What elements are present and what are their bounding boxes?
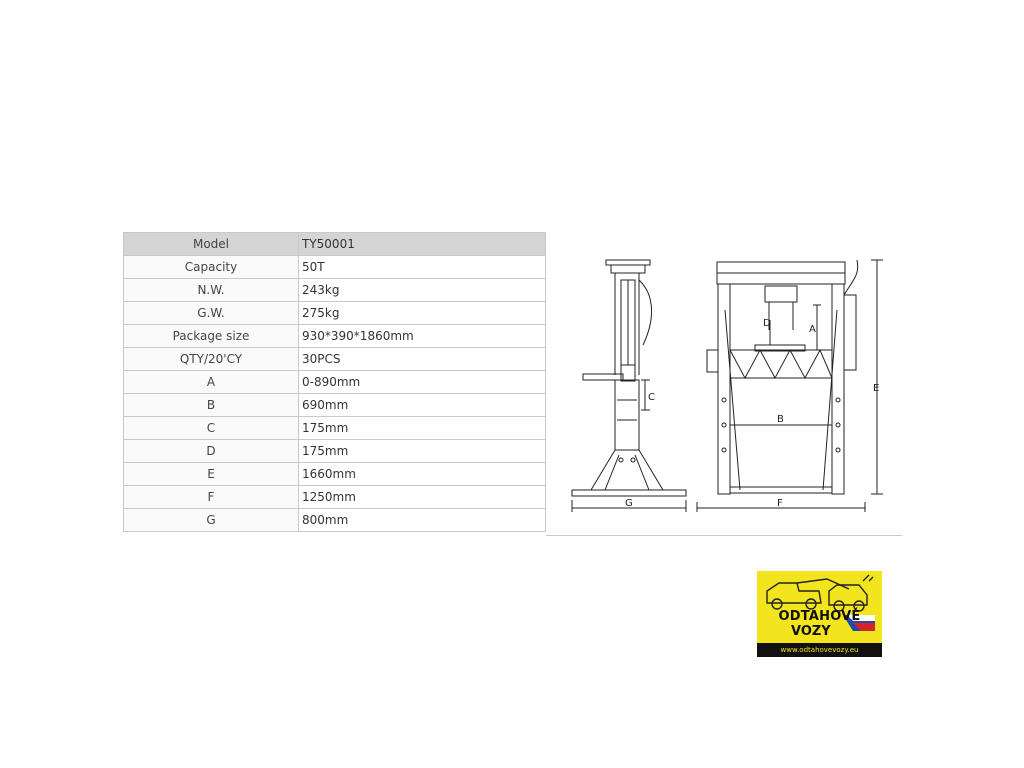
- logo-title-line2: VOZY: [791, 624, 831, 639]
- side-view: [572, 260, 686, 512]
- table-row: [124, 440, 546, 463]
- spec-label: C: [124, 417, 299, 440]
- table-row: [124, 256, 546, 279]
- label-D: D: [763, 318, 771, 329]
- label-B: B: [777, 414, 784, 425]
- table-row: [124, 371, 546, 394]
- table-row: [124, 394, 546, 417]
- spec-value: 50T: [299, 256, 546, 279]
- spec-label: Model: [124, 233, 299, 256]
- table-row: [124, 486, 546, 509]
- spec-value: TY50001: [299, 233, 546, 256]
- spec-value: 175mm: [299, 440, 546, 463]
- spec-label: N.W.: [124, 279, 299, 302]
- spec-value: 30PCS: [299, 348, 546, 371]
- spec-value: 1660mm: [299, 463, 546, 486]
- spec-label: G.W.: [124, 302, 299, 325]
- table-row: [124, 279, 546, 302]
- logo-title-line1: ODTAHOVÉ: [778, 609, 861, 624]
- logo-url: www.odtahovevozy.eu: [757, 643, 882, 657]
- spec-label: Package size: [124, 325, 299, 348]
- spec-value: 800mm: [299, 509, 546, 532]
- label-E: E: [873, 383, 880, 394]
- spec-table: [123, 232, 546, 532]
- front-view: [697, 260, 883, 512]
- spec-value: 0-890mm: [299, 371, 546, 394]
- table-row: [124, 325, 546, 348]
- spec-value: 1250mm: [299, 486, 546, 509]
- table-header-row: [124, 233, 546, 256]
- label-A: A: [809, 324, 816, 335]
- label-F: F: [777, 498, 783, 509]
- table-row: [124, 463, 546, 486]
- spec-value: 275kg: [299, 302, 546, 325]
- spec-label: D: [124, 440, 299, 463]
- spec-label: QTY/20'CY: [124, 348, 299, 371]
- spec-value: 175mm: [299, 417, 546, 440]
- divider-line: [546, 535, 902, 536]
- spec-value: 243kg: [299, 279, 546, 302]
- table-row: [124, 302, 546, 325]
- spec-label: E: [124, 463, 299, 486]
- spec-value: 930*390*1860mm: [299, 325, 546, 348]
- table-row: [124, 509, 546, 532]
- spec-label: B: [124, 394, 299, 417]
- spec-value: 690mm: [299, 394, 546, 417]
- spec-label: Capacity: [124, 256, 299, 279]
- table-row: [124, 417, 546, 440]
- odtahove-vozy-logo: [757, 571, 882, 657]
- spec-label: G: [124, 509, 299, 532]
- label-G: G: [625, 498, 633, 509]
- press-diagram: [555, 250, 890, 515]
- spec-label: F: [124, 486, 299, 509]
- label-C: C: [648, 392, 655, 403]
- table-row: [124, 348, 546, 371]
- spec-label: A: [124, 371, 299, 394]
